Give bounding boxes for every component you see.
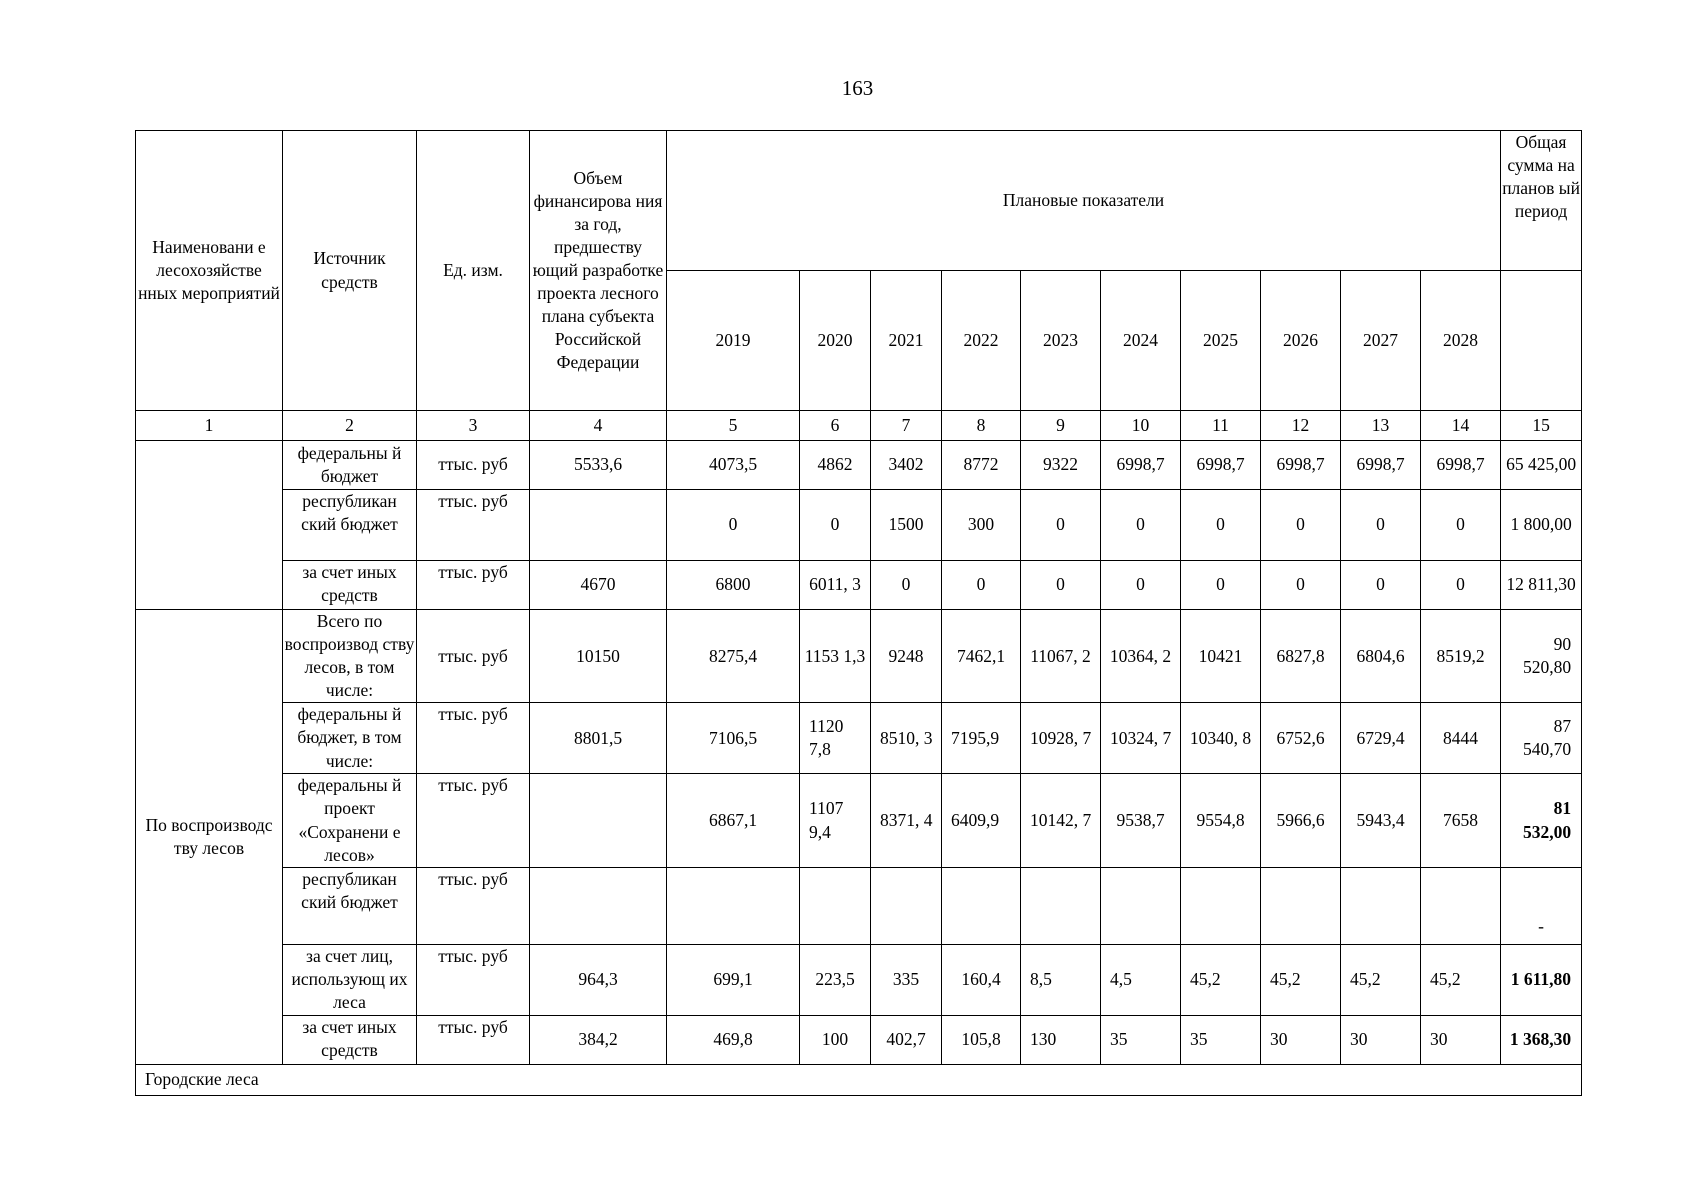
table-row <box>136 944 1582 1015</box>
total-cell: 90 520,80 <box>1501 610 1582 703</box>
year-value-cell: 7658 <box>1421 774 1501 867</box>
volume-cell: 8801,5 <box>530 703 667 774</box>
year-value-cell: 8275,4 <box>667 610 800 703</box>
year-value-cell: 8444 <box>1421 703 1501 774</box>
year-value-cell: 10364, 2 <box>1101 610 1181 703</box>
year-value-cell: 6804,6 <box>1341 610 1421 703</box>
volume-cell <box>530 774 667 867</box>
total-cell: 12 811,30 <box>1501 561 1582 610</box>
year-value-cell: 300 <box>942 490 1021 561</box>
year-value-cell: 6998,7 <box>1421 441 1501 490</box>
table-row <box>136 610 1582 703</box>
table-row <box>136 441 1582 490</box>
year-value-cell: 6800 <box>667 561 800 610</box>
year-value-cell: 10142, 7 <box>1021 774 1101 867</box>
year-value-cell: 0 <box>667 490 800 561</box>
year-value-cell: 5943,4 <box>1341 774 1421 867</box>
header-year: 2024 <box>1101 271 1181 411</box>
unit-cell: ттыс. руб <box>417 490 530 561</box>
header-total-empty <box>1501 271 1582 411</box>
source-cell: за счет иных средств <box>283 1015 417 1064</box>
year-value-cell: 4,5 <box>1101 944 1181 1015</box>
unit-cell: ттыс. руб <box>417 703 530 774</box>
year-value-cell: 469,8 <box>667 1015 800 1064</box>
table-row <box>136 774 1582 867</box>
table-row <box>136 867 1582 944</box>
year-value-cell <box>1181 867 1261 944</box>
header-year: 2019 <box>667 271 800 411</box>
year-value-cell: 3402 <box>871 441 942 490</box>
total-cell: 1 368,30 <box>1501 1015 1582 1064</box>
year-value-cell: 45,2 <box>1181 944 1261 1015</box>
year-value-cell <box>871 867 942 944</box>
source-cell: федеральны й бюджет, в том числе: <box>283 703 417 774</box>
total-cell: - <box>1501 867 1582 944</box>
total-cell: 1 611,80 <box>1501 944 1582 1015</box>
unit-cell: ттыс. руб <box>417 944 530 1015</box>
column-number: 2 <box>283 411 417 441</box>
year-value-cell: 6011, 3 <box>800 561 871 610</box>
year-value-cell: 0 <box>1101 490 1181 561</box>
year-value-cell: 105,8 <box>942 1015 1021 1064</box>
year-value-cell: 6729,4 <box>1341 703 1421 774</box>
year-value-cell: 0 <box>1341 490 1421 561</box>
year-value-cell <box>1341 867 1421 944</box>
header-name: Наименовани е лесохозяйстве нных мероприятий <box>136 131 283 411</box>
year-value-cell: 6409,9 <box>942 774 1021 867</box>
volume-cell: 10150 <box>530 610 667 703</box>
column-number: 7 <box>871 411 942 441</box>
year-value-cell: 335 <box>871 944 942 1015</box>
year-value-cell: 0 <box>1021 561 1101 610</box>
year-value-cell: 7106,5 <box>667 703 800 774</box>
year-value-cell: 223,5 <box>800 944 871 1015</box>
volume-cell: 964,3 <box>530 944 667 1015</box>
source-cell: Всего по воспроизвод ству лесов, в том числе: <box>283 610 417 703</box>
year-value-cell: 1120 7,8 <box>800 703 871 774</box>
year-value-cell: 45,2 <box>1341 944 1421 1015</box>
year-value-cell: 5966,6 <box>1261 774 1341 867</box>
total-cell: 87 540,70 <box>1501 703 1582 774</box>
volume-cell: 5533,6 <box>530 441 667 490</box>
source-cell: республикан ский бюджет <box>283 867 417 944</box>
table-row <box>136 561 1582 610</box>
column-number: 5 <box>667 411 800 441</box>
year-value-cell: 0 <box>1421 490 1501 561</box>
year-value-cell: 6998,7 <box>1341 441 1421 490</box>
year-value-cell: 7195,9 <box>942 703 1021 774</box>
year-value-cell: 0 <box>871 561 942 610</box>
column-number: 12 <box>1261 411 1341 441</box>
year-value-cell: 6998,7 <box>1261 441 1341 490</box>
unit-cell: ттыс. руб <box>417 867 530 944</box>
year-value-cell: 6827,8 <box>1261 610 1341 703</box>
column-number: 3 <box>417 411 530 441</box>
volume-cell: 384,2 <box>530 1015 667 1064</box>
year-value-cell: 45,2 <box>1421 944 1501 1015</box>
header-year: 2026 <box>1261 271 1341 411</box>
year-value-cell: 699,1 <box>667 944 800 1015</box>
table-row <box>136 703 1582 774</box>
header-year: 2023 <box>1021 271 1101 411</box>
year-value-cell: 0 <box>1261 561 1341 610</box>
year-value-cell: 8772 <box>942 441 1021 490</box>
unit-cell: ттыс. руб <box>417 561 530 610</box>
year-value-cell: 160,4 <box>942 944 1021 1015</box>
year-value-cell: 10928, 7 <box>1021 703 1101 774</box>
column-number: 6 <box>800 411 871 441</box>
year-value-cell: 0 <box>1421 561 1501 610</box>
year-value-cell: 11067, 2 <box>1021 610 1101 703</box>
year-value-cell: 4862 <box>800 441 871 490</box>
header-year: 2025 <box>1181 271 1261 411</box>
financing-table <box>135 130 1582 1096</box>
header-year: 2022 <box>942 271 1021 411</box>
unit-cell: ттыс. руб <box>417 774 530 867</box>
year-value-cell: 0 <box>1181 561 1261 610</box>
column-number: 15 <box>1501 411 1582 441</box>
header-unit: Ед. изм. <box>417 131 530 411</box>
column-number: 8 <box>942 411 1021 441</box>
source-cell: федеральны й проект «Сохранени е лесов» <box>283 774 417 867</box>
header-year: 2028 <box>1421 271 1501 411</box>
year-value-cell: 0 <box>1181 490 1261 561</box>
year-value-cell: 9322 <box>1021 441 1101 490</box>
activity-name <box>136 441 283 610</box>
header-planned: Плановые показатели <box>667 131 1501 271</box>
year-value-cell: 30 <box>1261 1015 1341 1064</box>
table-row <box>136 490 1582 561</box>
year-value-cell: 30 <box>1341 1015 1421 1064</box>
year-value-cell: 100 <box>800 1015 871 1064</box>
page-number: 163 <box>841 76 874 100</box>
year-value-cell: 6998,7 <box>1181 441 1261 490</box>
year-value-cell <box>1021 867 1101 944</box>
year-value-cell: 35 <box>1101 1015 1181 1064</box>
header-volume: Объем финансирова ния за год, предшеству ющий разработке проекта лесного плана субъекта Российской Федерации <box>530 131 667 411</box>
year-value-cell: 130 <box>1021 1015 1101 1064</box>
activity-name: По воспроизводс тву лесов <box>136 610 283 1065</box>
column-number: 10 <box>1101 411 1181 441</box>
year-value-cell: 1107 9,4 <box>800 774 871 867</box>
volume-cell <box>530 490 667 561</box>
source-cell: федеральны й бюджет <box>283 441 417 490</box>
year-value-cell: 8371, 4 <box>871 774 942 867</box>
year-value-cell: 1153 1,3 <box>800 610 871 703</box>
source-cell: за счет лиц, использующ их леса <box>283 944 417 1015</box>
year-value-cell: 6998,7 <box>1101 441 1181 490</box>
header-year: 2021 <box>871 271 942 411</box>
year-value-cell: 0 <box>1341 561 1421 610</box>
source-cell: республикан ский бюджет <box>283 490 417 561</box>
year-value-cell: 45,2 <box>1261 944 1341 1015</box>
column-number: 11 <box>1181 411 1261 441</box>
volume-cell: 4670 <box>530 561 667 610</box>
year-value-cell: 10340, 8 <box>1181 703 1261 774</box>
year-value-cell: 9538,7 <box>1101 774 1181 867</box>
year-value-cell: 0 <box>1261 490 1341 561</box>
header-source: Источник средств <box>283 131 417 411</box>
header-year: 2020 <box>800 271 871 411</box>
year-value-cell: 402,7 <box>871 1015 942 1064</box>
total-cell: 81 532,00 <box>1501 774 1582 867</box>
total-cell: 65 425,00 <box>1501 441 1582 490</box>
year-value-cell: 6752,6 <box>1261 703 1341 774</box>
header-total: Общая сумма на планов ый период <box>1501 131 1582 271</box>
year-value-cell <box>800 867 871 944</box>
year-value-cell: 10421 <box>1181 610 1261 703</box>
table-row <box>136 1015 1582 1064</box>
unit-cell: ттыс. руб <box>417 610 530 703</box>
year-value-cell: 7462,1 <box>942 610 1021 703</box>
year-value-cell: 9248 <box>871 610 942 703</box>
footer-section-label: Городские леса <box>136 1064 1582 1095</box>
year-value-cell <box>942 867 1021 944</box>
unit-cell: ттыс. руб <box>417 441 530 490</box>
column-number-row <box>136 411 1582 441</box>
year-value-cell: 8,5 <box>1021 944 1101 1015</box>
year-value-cell: 8510, 3 <box>871 703 942 774</box>
year-value-cell: 1500 <box>871 490 942 561</box>
column-number: 9 <box>1021 411 1101 441</box>
year-value-cell <box>1101 867 1181 944</box>
year-value-cell <box>1421 867 1501 944</box>
year-value-cell: 0 <box>1101 561 1181 610</box>
header-year: 2027 <box>1341 271 1421 411</box>
year-value-cell: 8519,2 <box>1421 610 1501 703</box>
year-value-cell: 35 <box>1181 1015 1261 1064</box>
header-row-1 <box>136 131 1582 271</box>
column-number: 14 <box>1421 411 1501 441</box>
year-value-cell: 9554,8 <box>1181 774 1261 867</box>
column-number: 1 <box>136 411 283 441</box>
year-value-cell: 10324, 7 <box>1101 703 1181 774</box>
year-value-cell: 6867,1 <box>667 774 800 867</box>
year-value-cell: 0 <box>1021 490 1101 561</box>
unit-cell: ттыс. руб <box>417 1015 530 1064</box>
column-number: 13 <box>1341 411 1421 441</box>
year-value-cell: 30 <box>1421 1015 1501 1064</box>
source-cell: за счет иных средств <box>283 561 417 610</box>
year-value-cell: 0 <box>800 490 871 561</box>
year-value-cell: 0 <box>942 561 1021 610</box>
year-value-cell <box>1261 867 1341 944</box>
column-number: 4 <box>530 411 667 441</box>
footer-row <box>136 1064 1582 1095</box>
volume-cell <box>530 867 667 944</box>
year-value-cell <box>667 867 800 944</box>
total-cell: 1 800,00 <box>1501 490 1582 561</box>
year-value-cell: 4073,5 <box>667 441 800 490</box>
